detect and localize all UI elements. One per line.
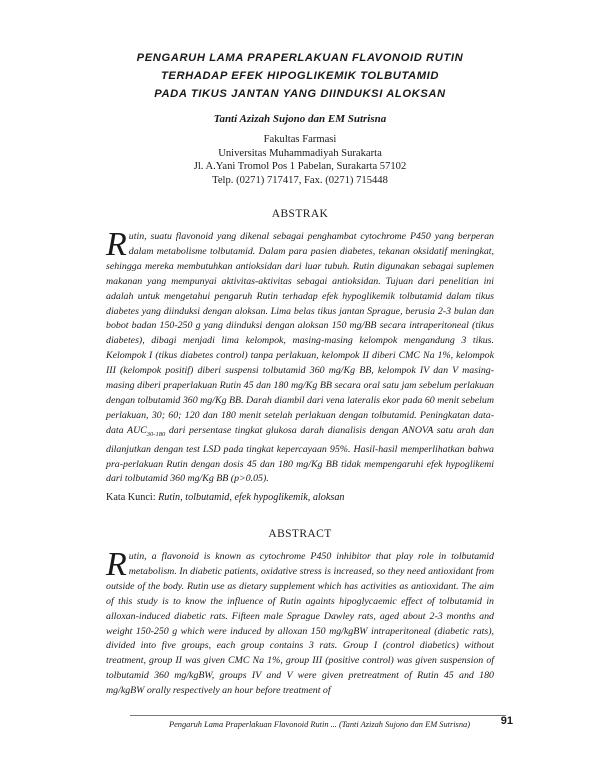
abstrak-dropcap: R: [106, 226, 127, 263]
title-line-2: TERHADAP EFEK HIPOGLIKEMIK TOLBUTAMID: [160, 70, 440, 82]
page-number: 91: [500, 715, 513, 727]
affiliation-block: [0, 133, 600, 187]
auc-subscript: 30-180: [146, 430, 166, 438]
title-line-1: PENGARUH LAMA PRAPERLAKUAN FLAVONOID RUTIN: [136, 52, 464, 64]
abstrak-text-part2: dari persentase tingkat glukosa darah dianalisis dengan ANOVA satu arah dan dilanjutkan dengan test LSD pada tingkat kepercayaan 95%. Hasil-hasil memperlihatkan bahwa pra-perlakuan Rutin dengan dosis 45 dan 180 mg/Kg BB tidak mempengaruhi efek hypoglikemi dari tolbutamid 360 mg/Kg BB (p>0.05).: [106, 424, 494, 485]
running-title: Pengaruh Lama Praperlakuan Flavonoid Rutin ... (Tanti Azizah Sujono dan EM Sutrisna): [168, 720, 470, 729]
affiliation-contact: Telp. (0271) 717417, Fax. (0271) 715448: [212, 174, 388, 186]
keywords-label: Kata Kunci: [106, 492, 153, 503]
paper-title: [0, 49, 600, 103]
author-names: Tanti Azizah Sujono dan EM Sutrisna: [213, 113, 387, 125]
abstrak-text-part1: utin, suatu flavonoid yang dikenal sebagai penghambat cytochrome P450 yang berperan dalam metabolisme tolbutamid. Dalam para pasien diabetes, tekanan oksidatif meningkat, sehingga mereka membutuhkan antioksidan dari luar tubuh. Rutin digunakan sebagai suplemen makanan yang mempunyai aktivitas-aktivitas sebagai antioksidan. Tujuan dari penelitian ini adalah untuk mengetahui pengaruh Rutin terhadap efek hypoglikemik tolbutamid dalam tikus diabetes yang diinduksi dengan aloksan. Lima belas tikus jantan Sprague, berusia 2-3 bulan dan bobot badan 150-250 g yang diinduksi dengan aloksan 150 mg/BB secara intraperitoneal (tikus diabetes), dibagi menjadi lima kelompok, masing-masing kelompok mengandung 3 tikus. Kelompok I (tikus diabetes control) tanpa perlakuan, kelompok II diberi CMC Na 1%, kelompok III (kelompok positif) diberi suspensi tolbutamid 360 mg/Kg BB, kelompok IV dan V masing-masing diberi praperlakuan Rutin 45 dan 180 mg/Kg BB secara oral satu jam sebelum perlakuan dengan tolbutamid 360 mg/Kg BB. Darah diambil dari vena lateralis ekor pada 60 menit sebelum perlakuan, 30; 60; 120 dan 180 menit setelah perlakuan dengan tolbutamid. Peningkatan data-data AUC: [106, 231, 494, 436]
abstract-dropcap: R: [106, 546, 127, 583]
affiliation-address: Jl. A.Yani Tromol Pos 1 Pabelan, Surakarta 57102: [193, 161, 407, 173]
abstrak-body: [106, 226, 494, 487]
abstract-heading: ABSTRACT: [268, 528, 332, 540]
abstract-body: [106, 546, 494, 699]
running-footer: [130, 715, 506, 729]
title-line-3: PADA TIKUS JANTAN YANG DIINDUKSI ALOKSAN: [154, 88, 446, 100]
abstract-text: utin, a flavonoid is known as cytochrome P450 inhibitor that play role in tolbutamid metabolism. In diabetic patients, oxidative stress is increased, so they need antioxidant from outside of the body. Rutin use as dietary supplement which has activities as antioxidant. The aim of this study is to know the influence of Rutin againts hipoglycaemic effect of tolbutamid in alloxan-induced diabetic rats. Fifteen male Sprague Dawley rats, aged about 2-3 months and weight 150-250 g which were induced by alloxan 150 mg/kgBW intraperitoneal (diabetic rats), divided into five groups, each group contains 3 rats. Group I (control diabetics) without treatment, group II was given CMC Na 1%, group III (positive control) was given suspension of tolbutamid 360 mg/kgBW, groups IV and V were given pretreatment of Rutin 45 and 180 mg/kgBW orally respectively an hour before treatment of: [106, 551, 494, 697]
affiliation-faculty: Fakultas Farmasi: [263, 134, 337, 145]
affiliation-university: Universitas Muhammadiyah Surakarta: [218, 147, 382, 159]
keywords-text: Rutin, tolbutamid, efek hypoglikemik, aloksan: [158, 492, 345, 503]
keywords-separator: :: [152, 492, 159, 503]
keywords-line: [106, 492, 494, 503]
abstrak-heading: ABSTRAK: [271, 208, 329, 220]
